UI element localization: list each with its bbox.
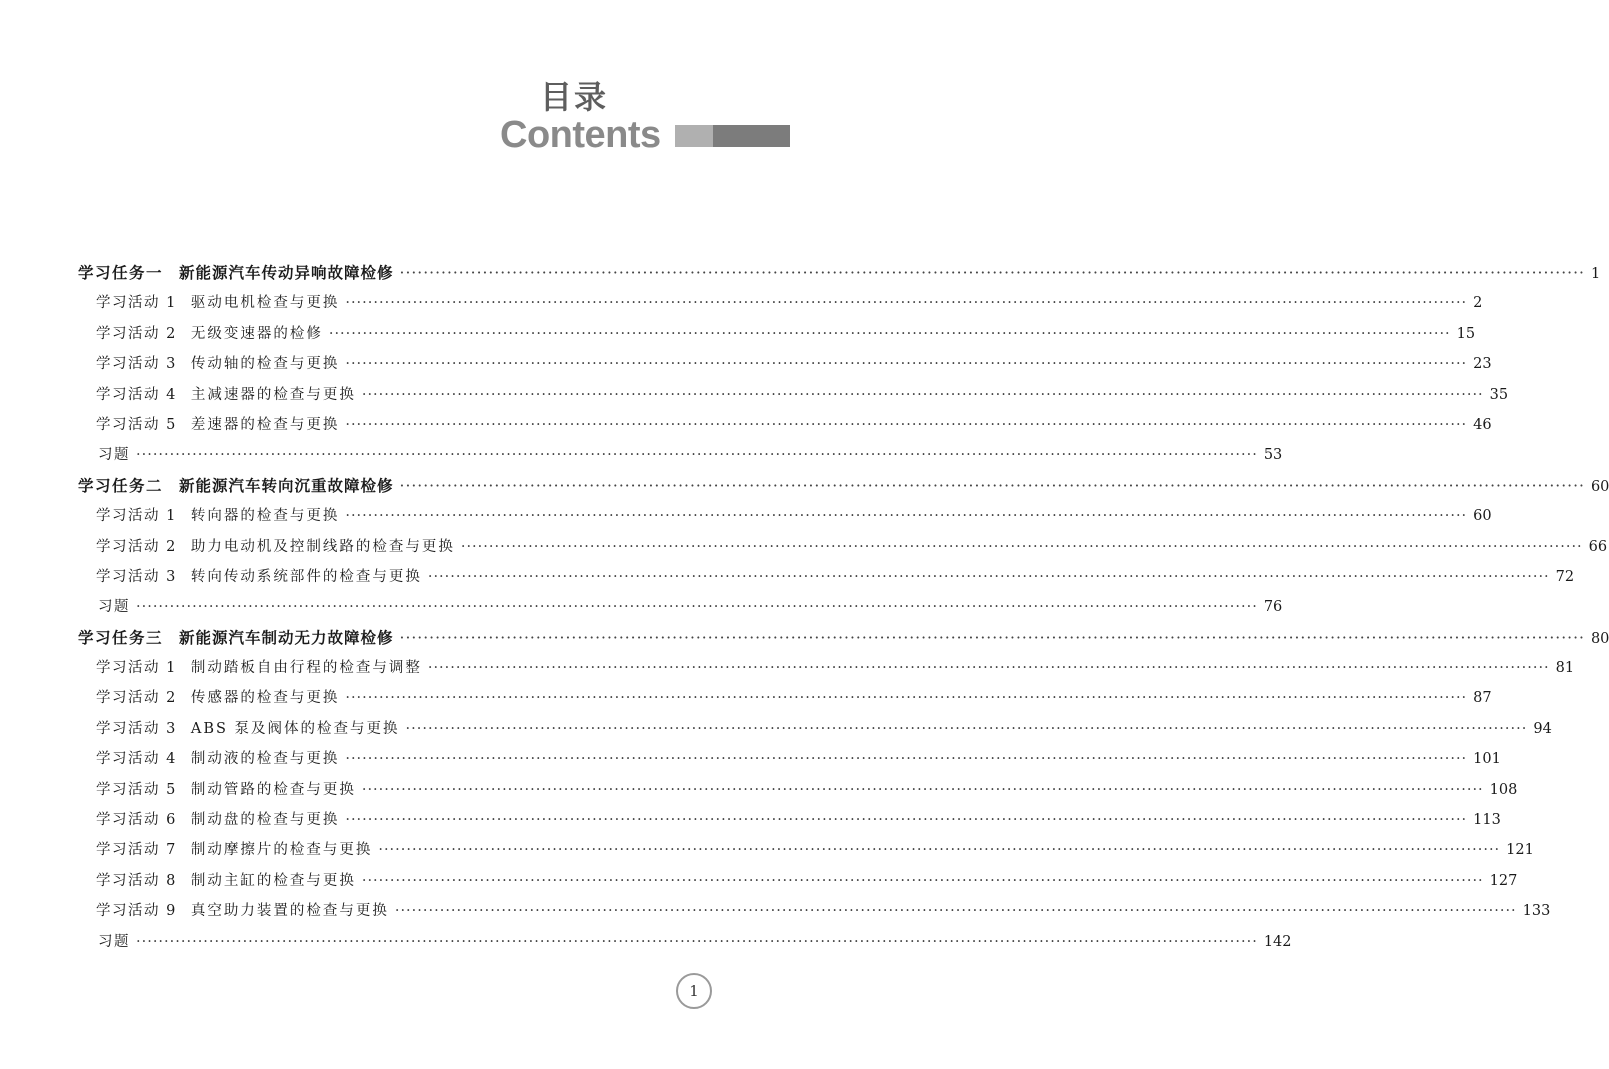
toc-entry-title: ABS 泵及阀体的检查与更换 [190, 720, 400, 737]
dot-leader: ········································································································································································································ [399, 628, 1585, 647]
toc-entry-label: 学习活动 1 [96, 508, 177, 525]
toc-entry-page: 23 [1473, 356, 1492, 373]
toc-entry-page: 66 [1588, 538, 1608, 555]
toc-entry-label: 学习活动 2 [96, 690, 177, 707]
toc-entry-label: 学习活动 4 [96, 386, 177, 403]
toc-activity-entry[interactable] [78, 532, 1608, 562]
toc-entry-label: 学习活动 2 [96, 325, 177, 342]
dot-leader: ········································································································································································································ [136, 447, 1258, 464]
toc-entry-page: 121 [1506, 842, 1534, 859]
toc-entry-title: 制动摩擦片的检查与更换 [190, 842, 373, 859]
dot-leader: ········································································································································································································ [399, 476, 1585, 495]
dot-leader: ········································································································································································································ [361, 781, 1484, 798]
toc-entry-label: 学习活动 3 [96, 356, 177, 373]
toc-entry-title: 主减速器的检查与更换 [190, 386, 356, 403]
toc-entry-label: 习题 [98, 599, 130, 616]
toc-entry-page: 2 [1473, 295, 1483, 312]
toc-activity-entry[interactable] [78, 319, 1476, 349]
toc-entry-title: 传动轴的检查与更换 [190, 356, 340, 373]
toc-entry-title: 驱动电机检查与更换 [190, 295, 340, 312]
dot-leader: ········································································································································································································ [427, 660, 1550, 677]
toc-entry-title: 制动盘的检查与更换 [190, 812, 340, 829]
toc-entry-page: 113 [1473, 812, 1501, 829]
dot-leader: ········································································································································································································ [345, 356, 1468, 373]
dot-leader: ········································································································································································································ [399, 264, 1585, 282]
toc-entry-page: 94 [1533, 720, 1552, 737]
toc-entry-title: 新能源汽车制动无力故障检修 [179, 627, 394, 647]
toc-entry-label: 学习活动 2 [96, 538, 177, 555]
toc-entry-page: 87 [1473, 690, 1492, 707]
toc-entry-title: 差速器的检查与更换 [190, 416, 340, 433]
dot-leader: ········································································································································································································ [427, 568, 1550, 585]
toc-exercise-entry[interactable] [78, 592, 1283, 622]
toc-entry-title: 制动液的检查与更换 [190, 751, 340, 768]
toc-activity-entry[interactable] [78, 562, 1575, 592]
toc-entry-label: 学习任务二 [78, 475, 164, 495]
page-number: 1 [676, 973, 712, 1009]
toc-entry-page: 15 [1456, 325, 1476, 342]
toc-entry-title: 制动主缸的检查与更换 [190, 872, 356, 889]
toc-activity-entry[interactable] [78, 653, 1575, 683]
toc-activity-entry[interactable] [78, 744, 1501, 774]
toc-entry-label: 习题 [98, 447, 130, 464]
toc-entry-label: 学习任务三 [78, 627, 164, 647]
dot-leader: ········································································································································································································ [328, 325, 1451, 342]
toc-entry-page: 46 [1473, 416, 1492, 433]
toc-exercise-entry[interactable] [78, 927, 1292, 957]
dot-leader: ········································································································································································································ [345, 295, 1468, 312]
toc-entry-title: 传感器的检查与更换 [190, 690, 340, 707]
toc-activity-entry[interactable] [78, 288, 1483, 318]
dot-leader: ········································································································································································································ [405, 720, 1528, 737]
toc-activity-entry[interactable] [78, 380, 1509, 410]
toc-entry-label: 学习活动 1 [96, 660, 177, 677]
toc-entry-page: 1 [1590, 266, 1601, 282]
toc-entry-page: 53 [1263, 447, 1283, 464]
toc-entry-title: 转向传动系统部件的检查与更换 [190, 568, 422, 585]
toc-entry-label: 学习活动 8 [96, 872, 177, 889]
toc-entry-label: 学习活动 5 [96, 781, 177, 798]
toc-entry-title: 新能源汽车传动异响故障检修 [179, 263, 394, 282]
table-of-contents [78, 258, 1609, 957]
toc-entry-title: 转向器的检查与更换 [190, 508, 340, 525]
toc-activity-entry[interactable] [78, 775, 1518, 805]
toc-entry-label: 学习活动 3 [96, 568, 177, 585]
toc-entry-label: 学习任务一 [78, 263, 164, 282]
toc-entry-label: 学习活动 3 [96, 720, 177, 737]
toc-entry-title: 无级变速器的检修 [190, 325, 323, 342]
toc-entry-page: 142 [1263, 933, 1292, 950]
toc-entry-label: 学习活动 1 [96, 295, 177, 312]
toc-entry-title: 制动管路的检查与更换 [190, 781, 356, 798]
toc-entry-page: 80 [1590, 630, 1609, 647]
toc-activity-entry[interactable] [78, 896, 1551, 926]
toc-activity-entry[interactable] [78, 349, 1492, 379]
toc-entry-label: 学习活动 6 [96, 812, 177, 829]
dot-leader: ········································································································································································································ [136, 599, 1258, 616]
toc-entry-page: 133 [1522, 903, 1551, 920]
toc-entry-title: 助力电动机及控制线路的检查与更换 [190, 538, 455, 555]
toc-task-entry[interactable] [78, 623, 1609, 653]
toc-entry-label: 学习活动 5 [96, 416, 177, 433]
dot-leader: ········································································································································································································ [361, 872, 1484, 889]
toc-activity-entry[interactable] [78, 683, 1492, 713]
toc-entry-title: 制动踏板自由行程的检查与调整 [190, 660, 422, 677]
dot-leader: ········································································································································································································ [136, 933, 1258, 950]
toc-task-entry[interactable] [78, 258, 1601, 288]
title-accent-bar [675, 125, 790, 147]
toc-entry-page: 127 [1489, 872, 1518, 889]
toc-activity-entry[interactable] [78, 866, 1518, 896]
toc-entry-label: 学习活动 9 [96, 903, 177, 920]
dot-leader: ········································································································································································································ [378, 842, 1501, 859]
page-title-en: Contents [500, 114, 661, 156]
toc-activity-entry[interactable] [78, 835, 1534, 865]
dot-leader: ········································································································································································································ [345, 508, 1468, 525]
toc-entry-page: 101 [1473, 751, 1501, 768]
dot-leader: ········································································································································································································ [345, 812, 1468, 829]
toc-entry-label: 习题 [98, 933, 130, 950]
toc-entry-title: 真空助力装置的检查与更换 [190, 903, 389, 920]
dot-leader: ········································································································································································································ [394, 903, 1517, 920]
toc-entry-label: 学习活动 4 [96, 751, 177, 768]
toc-activity-entry[interactable] [78, 410, 1492, 440]
toc-entry-page: 72 [1555, 568, 1575, 585]
toc-task-entry[interactable] [78, 471, 1609, 501]
toc-entry-label: 学习活动 7 [96, 842, 177, 859]
toc-entry-page: 35 [1489, 386, 1509, 403]
toc-exercise-entry[interactable] [78, 440, 1283, 470]
dot-leader: ········································································································································································································ [345, 751, 1468, 768]
toc-activity-entry[interactable] [78, 714, 1552, 744]
toc-activity-entry[interactable] [78, 805, 1501, 835]
toc-entry-page: 76 [1263, 599, 1283, 616]
toc-entry-title: 新能源汽车转向沉重故障检修 [179, 475, 394, 495]
dot-leader: ········································································································································································································ [345, 690, 1468, 707]
toc-entry-page: 60 [1473, 508, 1492, 525]
dot-leader: ········································································································································································································ [345, 416, 1468, 433]
toc-activity-entry[interactable] [78, 501, 1492, 531]
dot-leader: ········································································································································································································ [361, 386, 1484, 403]
toc-entry-page: 108 [1489, 781, 1518, 798]
toc-entry-page: 81 [1555, 660, 1575, 677]
toc-entry-page: 60 [1590, 478, 1609, 495]
page-title-cn: 目录 [540, 78, 609, 116]
dot-leader: ········································································································································································································ [460, 538, 1583, 555]
